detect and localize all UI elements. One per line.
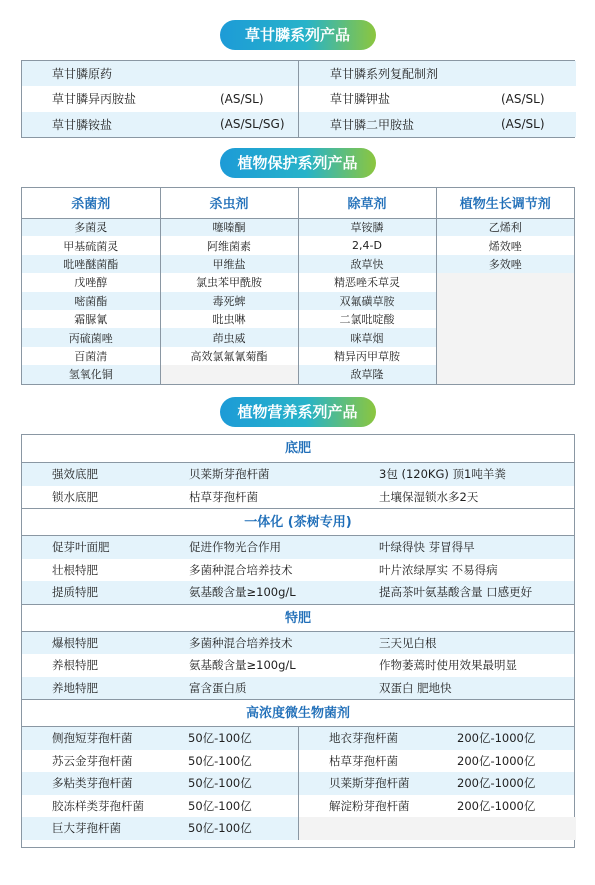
product-name: 敌草快 bbox=[298, 255, 436, 273]
table-row bbox=[22, 581, 574, 604]
column-header-fungicide: 杀菌剂 bbox=[22, 188, 160, 218]
product-name: 二氯吡啶酸 bbox=[298, 310, 436, 328]
product-name: 草铵膦 bbox=[298, 218, 436, 236]
product-feature: 多菌种混合培养技术 bbox=[189, 635, 293, 650]
product-feature: 枯草芽孢杆菌 bbox=[189, 489, 258, 504]
product-effect: 三天见白根 bbox=[379, 635, 437, 650]
product-name: 锁水底肥 bbox=[52, 489, 98, 504]
group-title-special-fertilizer: 特肥 bbox=[22, 604, 574, 632]
table-cell bbox=[22, 727, 299, 750]
strain-concentration: 50亿-100亿 bbox=[188, 731, 252, 746]
strain-name: 地衣芽孢杆菌 bbox=[329, 731, 398, 746]
strain-name: 胶冻样类芽孢杆菌 bbox=[52, 798, 144, 813]
product-feature: 氨基酸含量≥100g/L bbox=[189, 658, 296, 673]
table-cell bbox=[299, 61, 576, 86]
table-row bbox=[22, 727, 574, 750]
product-effect: 叶片浓绿厚实 不易得病 bbox=[379, 562, 498, 577]
product-name: 敌草隆 bbox=[298, 365, 436, 383]
product-name: 丙硫菌唑 bbox=[22, 328, 160, 346]
table-cell bbox=[299, 86, 576, 111]
table-row bbox=[22, 632, 574, 655]
strain-name: 巨大芽孢杆菌 bbox=[52, 821, 121, 836]
table-row bbox=[22, 536, 574, 559]
table-row bbox=[22, 750, 574, 773]
table-row bbox=[22, 772, 574, 795]
product-name: 草甘膦系列复配制剂 bbox=[330, 67, 439, 82]
product-name: 阿维菌素 bbox=[160, 236, 298, 254]
product-effect: 叶绿得快 芽冒得早 bbox=[379, 540, 475, 555]
product-name: 草甘膦异丙胺盐 bbox=[52, 92, 137, 107]
strain-name: 苏云金芽孢杆菌 bbox=[52, 753, 133, 768]
product-effect: 土壤保湿锁水多2天 bbox=[379, 489, 479, 504]
table-row bbox=[22, 817, 574, 840]
product-effect: 作物萎蔫时使用效果最明显 bbox=[379, 658, 517, 673]
table-row bbox=[22, 273, 574, 291]
empty-cell bbox=[436, 347, 574, 365]
strain-concentration: 50亿-100亿 bbox=[188, 776, 252, 791]
table-cell bbox=[299, 772, 576, 795]
table-row bbox=[22, 654, 574, 677]
product-name: 咪草烟 bbox=[298, 328, 436, 346]
empty-cell bbox=[160, 365, 298, 383]
group-title-microbial-agent: 高浓度微生物菌剂 bbox=[22, 699, 574, 727]
product-name: 爆根特肥 bbox=[52, 635, 98, 650]
strain-name: 解淀粉芽孢杆菌 bbox=[329, 798, 410, 813]
table-row bbox=[22, 218, 574, 236]
table-row bbox=[22, 559, 574, 582]
product-name: 草甘膦原药 bbox=[52, 67, 113, 82]
product-name: 草甘膦钾盐 bbox=[330, 92, 391, 107]
product-name: 壮根特肥 bbox=[52, 562, 98, 577]
table-row bbox=[22, 328, 574, 346]
table-row bbox=[22, 365, 574, 383]
table-row bbox=[22, 463, 574, 486]
product-name: 吡虫啉 bbox=[160, 310, 298, 328]
section-title-plant-nutrition: 植物营养系列产品 bbox=[220, 397, 376, 427]
group-title-integrated-tea: 一体化 (茶树专用) bbox=[22, 508, 574, 536]
product-name: 草甘膦二甲胺盐 bbox=[330, 117, 415, 132]
product-effect: 3包 (120KG) 顶1吨羊粪 bbox=[379, 467, 506, 482]
strain-name: 侧孢短芽孢杆菌 bbox=[52, 731, 133, 746]
strain-name: 贝莱斯芽孢杆菌 bbox=[329, 776, 410, 791]
strain-concentration: 200亿-1000亿 bbox=[457, 798, 536, 813]
product-name: 促芽叶面肥 bbox=[52, 540, 110, 555]
strain-concentration: 50亿-100亿 bbox=[188, 798, 252, 813]
table-row bbox=[22, 486, 574, 509]
product-feature: 贝莱斯芽孢杆菌 bbox=[189, 467, 270, 482]
plant-protection-table bbox=[21, 187, 575, 385]
product-name: 百菌清 bbox=[22, 347, 160, 365]
product-name: 草甘膦铵盐 bbox=[52, 117, 113, 132]
section-title-plant-protection: 植物保护系列产品 bbox=[220, 148, 376, 178]
strain-name: 枯草芽孢杆菌 bbox=[329, 753, 398, 768]
product-spec: (AS/SL) bbox=[220, 91, 264, 106]
table-cell bbox=[299, 727, 576, 750]
product-feature: 多菌种混合培养技术 bbox=[189, 562, 293, 577]
product-feature: 促进作物光合作用 bbox=[189, 540, 281, 555]
product-name: 甲基硫菌灵 bbox=[22, 236, 160, 254]
table-cell bbox=[22, 772, 299, 795]
product-feature: 富含蛋白质 bbox=[189, 680, 247, 695]
product-spec: (AS/SL) bbox=[501, 91, 545, 106]
product-name: 氢氧化铜 bbox=[22, 365, 160, 383]
empty-cell bbox=[436, 310, 574, 328]
table-row bbox=[22, 255, 574, 273]
empty-cell bbox=[299, 817, 576, 840]
table-cell bbox=[22, 61, 299, 86]
table-cell bbox=[22, 817, 299, 840]
table-row bbox=[22, 677, 574, 700]
product-name: 甲维盐 bbox=[160, 255, 298, 273]
product-name: 霜脲氰 bbox=[22, 310, 160, 328]
strain-concentration: 200亿-1000亿 bbox=[457, 731, 536, 746]
table-row bbox=[22, 795, 574, 818]
product-name: 噻嗪酮 bbox=[160, 218, 298, 236]
table-cell bbox=[299, 750, 576, 773]
column-header-growth-regulator: 植物生长调节剂 bbox=[436, 188, 574, 218]
plant-nutrition-table bbox=[21, 434, 575, 848]
strain-name: 多粘类芽孢杆菌 bbox=[52, 776, 133, 791]
strain-concentration: 200亿-1000亿 bbox=[457, 776, 536, 791]
empty-cell bbox=[436, 365, 574, 383]
product-name: 提质特肥 bbox=[52, 585, 98, 600]
product-name: 养地特肥 bbox=[52, 680, 98, 695]
product-name: 戊唑醇 bbox=[22, 273, 160, 291]
product-name: 养根特肥 bbox=[52, 658, 98, 673]
product-name: 多菌灵 bbox=[22, 218, 160, 236]
table-cell bbox=[22, 750, 299, 773]
product-name: 氯虫苯甲酰胺 bbox=[160, 273, 298, 291]
glyphosate-table bbox=[21, 60, 575, 138]
column-header-insecticide: 杀虫剂 bbox=[160, 188, 298, 218]
product-name: 高效氯氟氰菊酯 bbox=[160, 347, 298, 365]
strain-concentration: 50亿-100亿 bbox=[188, 753, 252, 768]
table-cell bbox=[299, 795, 576, 818]
table-cell bbox=[22, 112, 299, 137]
product-name: 精恶唑禾草灵 bbox=[298, 273, 436, 291]
strain-concentration: 50亿-100亿 bbox=[188, 821, 252, 836]
table-cell bbox=[22, 795, 299, 818]
product-name: 嘧菌酯 bbox=[22, 292, 160, 310]
product-name: 吡唑醚菌酯 bbox=[22, 255, 160, 273]
product-spec: (AS/SL) bbox=[501, 117, 545, 132]
empty-cell bbox=[436, 273, 574, 291]
product-name: 多效唑 bbox=[436, 255, 574, 273]
product-name: 强效底肥 bbox=[52, 467, 98, 482]
product-name: 2,4-D bbox=[298, 236, 436, 254]
product-name: 烯效唑 bbox=[436, 236, 574, 254]
product-feature: 氨基酸含量≥100g/L bbox=[189, 585, 296, 600]
empty-cell bbox=[436, 292, 574, 310]
table-cell bbox=[299, 112, 576, 137]
table-cell bbox=[22, 86, 299, 111]
section-title-glyphosate: 草甘膦系列产品 bbox=[220, 20, 376, 50]
column-header-herbicide: 除草剂 bbox=[298, 188, 436, 218]
table-row bbox=[22, 347, 574, 365]
product-effect: 提高茶叶氨基酸含量 口感更好 bbox=[379, 585, 533, 600]
product-name: 毒死蜱 bbox=[160, 292, 298, 310]
table-row bbox=[22, 310, 574, 328]
product-name: 双氟磺草胺 bbox=[298, 292, 436, 310]
product-effect: 双蛋白 肥地快 bbox=[379, 680, 452, 695]
product-name: 精异丙甲草胺 bbox=[298, 347, 436, 365]
table-row bbox=[22, 292, 574, 310]
product-name: 茚虫威 bbox=[160, 328, 298, 346]
product-spec: (AS/SL/SG) bbox=[220, 117, 285, 132]
group-title-base-fertilizer: 底肥 bbox=[22, 435, 574, 463]
empty-cell bbox=[436, 328, 574, 346]
strain-concentration: 200亿-1000亿 bbox=[457, 753, 536, 768]
product-name: 乙烯利 bbox=[436, 218, 574, 236]
table-row bbox=[22, 236, 574, 254]
